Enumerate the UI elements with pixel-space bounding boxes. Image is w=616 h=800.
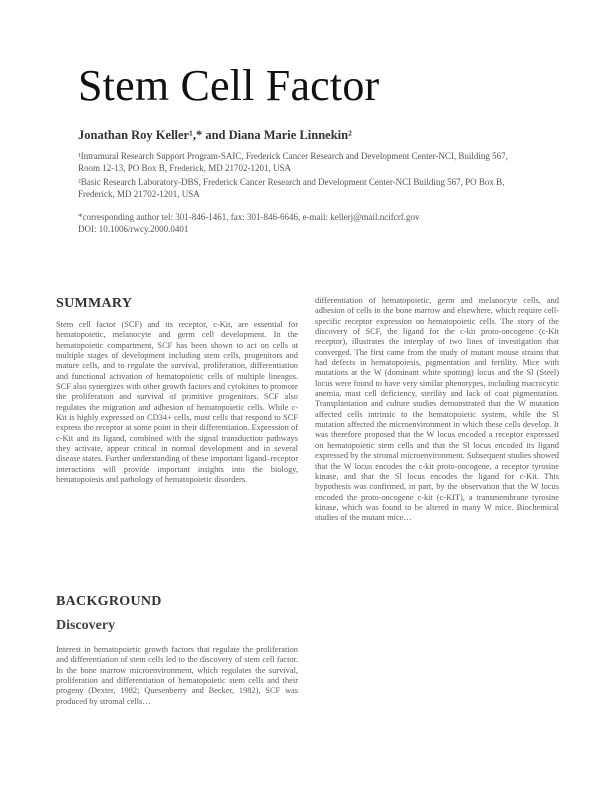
contact-block xyxy=(78,211,530,236)
discovery-heading: Discovery xyxy=(56,618,116,633)
summary-heading: SUMMARY xyxy=(56,296,133,311)
author-list: Jonathan Roy Keller¹,* and Diana Marie Linnekin² xyxy=(78,128,352,142)
discovery-text: Interest in hematopoietic growth factors that regulate the proliferation and differentiation of stem cells led to the discovery of stem cell factor. In the bone marrow microenvironment, which regulates the survival, proliferation and differentiation of hematopoietic stem cells and their progeny (Dexter, 1982; Quesenberry and Becker, 1982), SCF was produced by stromal cells… xyxy=(56,645,298,706)
right-column xyxy=(315,296,559,524)
summary-text: Stem cell factor (SCF) and its receptor, c-Kit, are essential for hematopoietic, melanocyte and germ cell development. In the hematopoietic compartment, SCF has been shown to act on cells at multiple stages of development including stem cells, progenitors and mature cells, and to regulate the survival, proliferation, differentiation and functional activation of hematopoietic cells of multiple lineages. SCF also synergizes with other growth factors and cytokines to promote the proliferation and survival of primitive progenitors. SCF also regulates the migration and adhesion of hematopoietic cells. While c-Kit is highly expressed on CD34+ cells, most cells that respond to SCF express the receptor at some point in their differentiation. Expression of c-Kit and its ligand, combined with the signal transduction pathways they activate, appear critical in normal development and in several disease states. Further understanding of these important ligand–receptor interactions will provide important insights into the biology, hematopoiesis and pathology of hematopoietic disorders. xyxy=(56,320,298,485)
left-column xyxy=(56,296,298,486)
affiliation-1: ¹Intramural Research Support Program-SAIC, Frederick Cancer Research and Development Center-NCI, Building 567, Room 12-13, PO Box B, Frederick, MD 21702-1201, USA xyxy=(78,151,508,174)
right-column-text: differentiation of hematopoietic, germ and melanocyte cells, and adhesion of cells in the bone marrow and elsewhere, which require cell-specific receptor expression on hematopoietic cells. The story of the discovery of SCF, the ligand for the c-kit proto-oncogene (c-Kit receptor), illustrates the interplay of two lines of investigation that converged. The first came from the study of mutant mouse strains that had defects in hematopoiesis, pigmentation and fertility. Mice with mutations at the W (dominant white spotting) locus and the Sl (Steel) locus were found to have very similar phenotypes, including macrocytic anemia, mast cell deficiency, sterility and lack of coat pigmentation. Transplantation and culture studies demonstrated that the W mutation affected cells intrinsic to the hematopoietic system, while the Sl mutation affected the microenvironment in which these cells develop. It was therefore proposed that the W locus encoded a receptor expressed on hematopoietic stem cells and that the Sl locus encoded its ligand expressed by the stromal microenvironment. Subsequent studies showed that the W locus encodes the c-kit proto-oncogene, a receptor tyrosine kinase, and that the Sl locus encodes the ligand for c-Kit. This hypothesis was confirmed, in part, by the observation that the W locus encoded the proto-oncogene c-kit (c-KIT), a transmembrane tyrosine kinase, which was found to be altered in many W mice. Biochemical studies of the mutant mice… xyxy=(315,296,559,523)
corresponding-author: *corresponding author tel: 301-846-1461, fax: 301-846-6646, e-mail: kellerj@mail.ncifcrf.gov xyxy=(78,212,420,222)
doi: DOI: 10.1006/rwcy.2000.0401 xyxy=(78,224,189,235)
background-heading: BACKGROUND xyxy=(56,594,162,609)
paper-title: Stem Cell Factor xyxy=(78,61,380,110)
affiliation-2: ²Basic Research Laboratory-DBS, Frederick Cancer Research and Development Center-NCI Building 567, PO Box B, Frederick, MD 21702-1201, USA xyxy=(78,177,505,200)
